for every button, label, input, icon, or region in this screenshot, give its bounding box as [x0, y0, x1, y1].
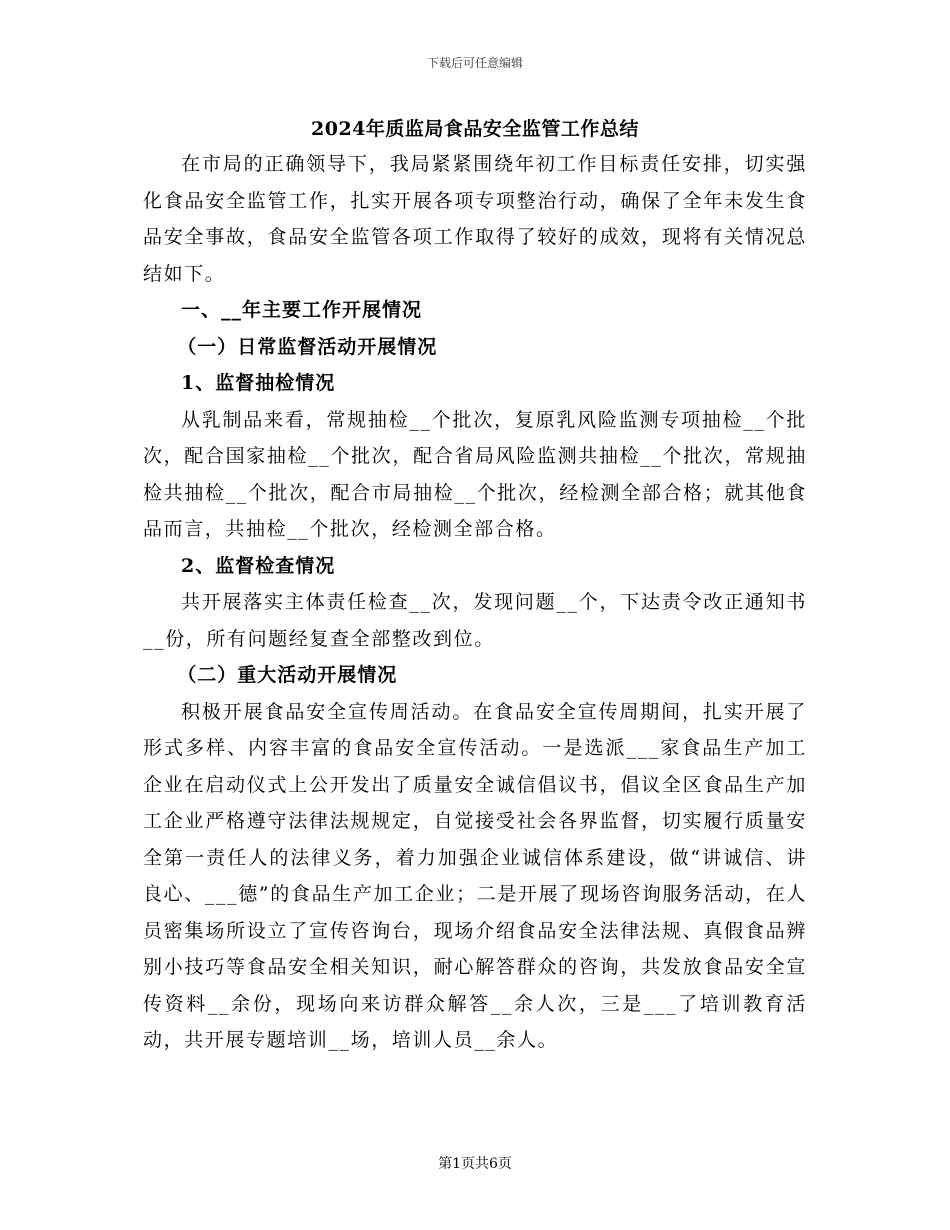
header-note: 下载后可任意编辑	[426, 56, 523, 70]
section-heading-1: 一、__年主要工作开展情况	[181, 299, 423, 321]
document-title: 2024年质监局食品安全监管工作总结	[311, 118, 639, 140]
intro-paragraph: 在市局的正确领导下，我局紧紧围绕年初工作目标责任安排，切实强化食品安全监管工作，扎实开展各项专项整治行动，确保了全年未发生食品安全事故，食品安全监管各项工作取得了较好的成效，现将有关情况总结如下。	[143, 153, 807, 285]
item-paragraph-1: 从乳制品来看，常规抽检__个批次，复原乳风险监测专项抽检__个批次，配合国家抽检__个批次，配合省局风险监测共抽检__个批次，常规抽检共抽检__个批次，配合市局抽检__个批次，经检测全部合格；就其他食品而言，共抽检__个批次，经检测全部合格。	[143, 408, 807, 540]
document-body	[143, 146, 807, 1059]
item-heading-2: 2、监督检查情况	[181, 554, 336, 577]
item-paragraph-2: 共开展落实主体责任检查__次，发现问题__个，下达责令改正通知书__份，所有问题经复查全部整改到位。	[143, 591, 807, 650]
subsection-paragraph-2: 积极开展食品安全宣传周活动。在食品安全宣传周期间，扎实开展了形式多样、内容丰富的食品安全宣传活动。一是选派___家食品生产加工企业在启动仪式上公开发出了质量安全诚信倡议书，倡议全区食品生产加工企业严格遵守法律法规规定，自觉接受社会各界监督，切实履行质量安全第一责任人的法律义务，着力加强企业诚信体系建设，做“讲诚信、讲良心、___德”的食品生产加工企业；二是开展了现场咨询服务活动，在人员密集场所设立了宣传咨询台，现场介绍食品安全法律法规、真假食品辨别小技巧等食品安全相关知识，耐心解答群众的咨询，共发放食品安全宣传资料__余份，现场向来访群众解答__余人次，三是___了培训教育活动，共开展专题培训__场，培训人员__余人。	[143, 700, 807, 1051]
subsection-heading-1: （一）日常监督活动开展情况	[177, 335, 438, 358]
item-heading-1: 1、监督抽检情况	[181, 372, 336, 394]
page-number: 第1页共6页	[438, 1156, 512, 1172]
subsection-heading-2: （二）重大活动开展情况	[177, 664, 398, 686]
